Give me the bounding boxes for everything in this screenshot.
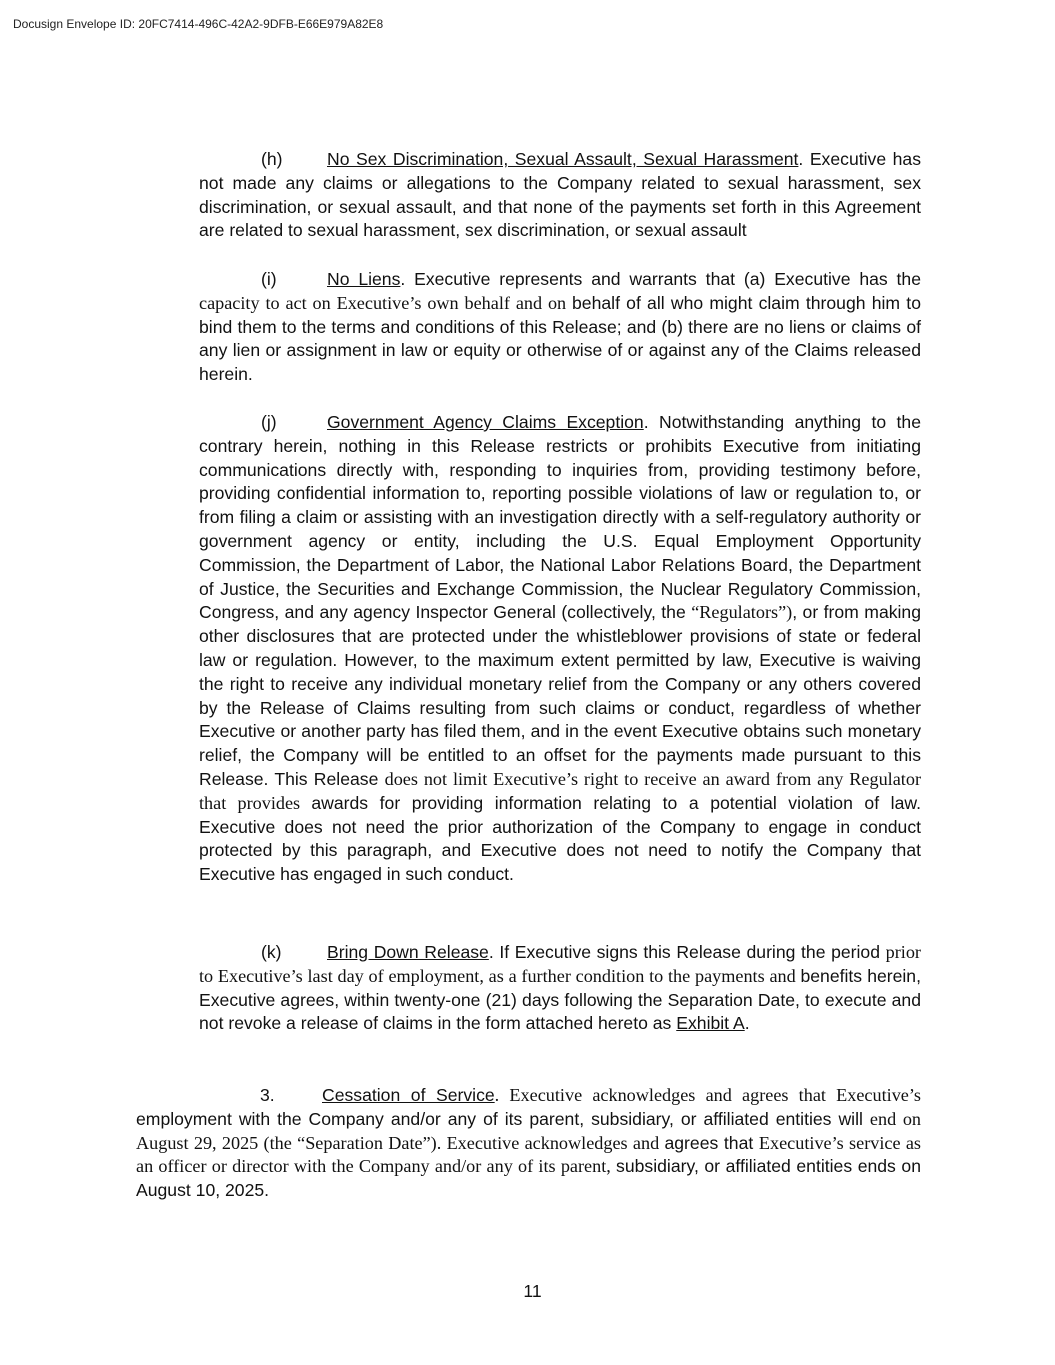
section-i-heading: No Liens — [327, 269, 401, 289]
section-j-label: (j) — [261, 412, 277, 432]
section-k-heading: Bring Down Release — [327, 942, 489, 962]
section-3-text-b: agrees that — [664, 1132, 759, 1153]
section-3-label: 3. — [260, 1085, 275, 1105]
section-3-text-c: subsidiary, or affiliated entities ends on August 10, 2025. — [136, 1156, 921, 1201]
section-j-text-serif-b: does not limit Executive’s right to receive an award from any Regulator that provides — [199, 768, 922, 813]
section-3-text-a: employment with the Company and/or any of its parent, subsidiary, or affiliated entities will — [136, 1108, 870, 1129]
section-i-label: (i) — [261, 269, 277, 289]
section-k-label: (k) — [261, 942, 282, 962]
section-k — [199, 941, 921, 1036]
section-3-heading: Cessation of Service — [322, 1085, 495, 1105]
page-number: 11 — [523, 1281, 542, 1301]
section-h — [199, 148, 921, 243]
section-3-text-serif-a: . Executive acknowledges and agrees that Executive’s — [494, 1085, 921, 1105]
section-j-heading: Government Agency Claims Exception — [327, 412, 644, 432]
section-3 — [136, 1084, 921, 1203]
section-k-text-a: . If Executive signs this Release during the period — [488, 942, 886, 962]
section-k-text-serif: prior to Executive’s last day of employment, as a further condition to the payments and — [199, 942, 921, 986]
section-j-text-c: awards for providing information relating to a potential violation of law. Executive does not need the prior authorization of the Company to engage in conduct protected by this paragraph, and Executive does not need to notify the Company that Executive has engaged in such conduct. — [199, 792, 921, 885]
section-h-label: (h) — [261, 149, 283, 169]
section-k-text-b: benefits herein, Executive agrees, within twenty-one (21) days following the Separation Date, to execute and not revoke a release of claims in the form attached hereto as — [199, 965, 921, 1034]
section-h-heading: No Sex Discrimination, Sexual Assault, Sexual Harassment — [327, 149, 799, 169]
section-j-text-b: , or from making other disclosures that are protected under the whistleblower provisions of state or federal law or regulation. However, to the maximum extent permitted by law, Executive is waiving the right to receive any individual monetary relief from the Company or any others covered by the Release of Claims resulting from such claims or conduct, regardless of whether Executive or another party has filed them, and in the event Executive obtains such monetary relief, the Company will be entitled to an offset for the payments made pursuant to this Release. This Release — [199, 602, 921, 789]
section-j-text-a: . Notwithstanding anything to the contrary herein, nothing in this Release restricts or prohibits Executive from initiating communications directly with, responding to inquiries from, providing testimony before, providing confidential information to, reporting possible violations of law or regulation to, or from filing a claim or assisting with an investigation directly with a self-regulatory authority or government agency or entity, including the U.S. Equal Employment Opportunity Commission, the Department of Labor, the National Labor Relations Board, the Department of Justice, the Securities and Exchange Commission, the Nuclear Regulatory Commission, Congress, and any agency Inspector General (collectively, the — [199, 412, 921, 623]
section-i — [199, 268, 921, 387]
exhibit-a-link[interactable]: Exhibit A — [676, 1013, 745, 1034]
section-i-text-a: . Executive represents and warrants that (a) Executive has the — [400, 269, 921, 289]
envelope-id: Docusign Envelope ID: 20FC7414-496C-42A2-9DFB-E66E979A82E8 — [13, 17, 384, 31]
section-j — [199, 411, 921, 887]
section-k-text-end: . — [744, 1013, 750, 1034]
section-j-regulators: “Regulators”) — [691, 602, 793, 623]
section-h-text: . Executive has not made any claims or allegations to the Company related to sexual harassment, sex discrimination, or sexual assault, and that none of the payments set forth in this Agreement are related to sexual harassment, sex discrimination, or sexual assault — [199, 149, 921, 241]
section-i-text-b: behalf of all who might claim through him to bind them to the terms and conditions of this Release; and (b) there are no liens or claims of any lien or assignment in law or equity or otherwise of or against any of the Claims released herein. — [199, 292, 921, 385]
section-3-text-serif-b: end on August 29, 2025 (the “Separation Date”). Executive acknowledges and — [136, 1108, 922, 1153]
section-i-text-serif: capacity to act on Executive’s own behalf and on — [199, 292, 573, 313]
section-3-text-serif-c: Executive’s service as an officer or director with the Company and/or any of its parent, — [136, 1132, 921, 1177]
